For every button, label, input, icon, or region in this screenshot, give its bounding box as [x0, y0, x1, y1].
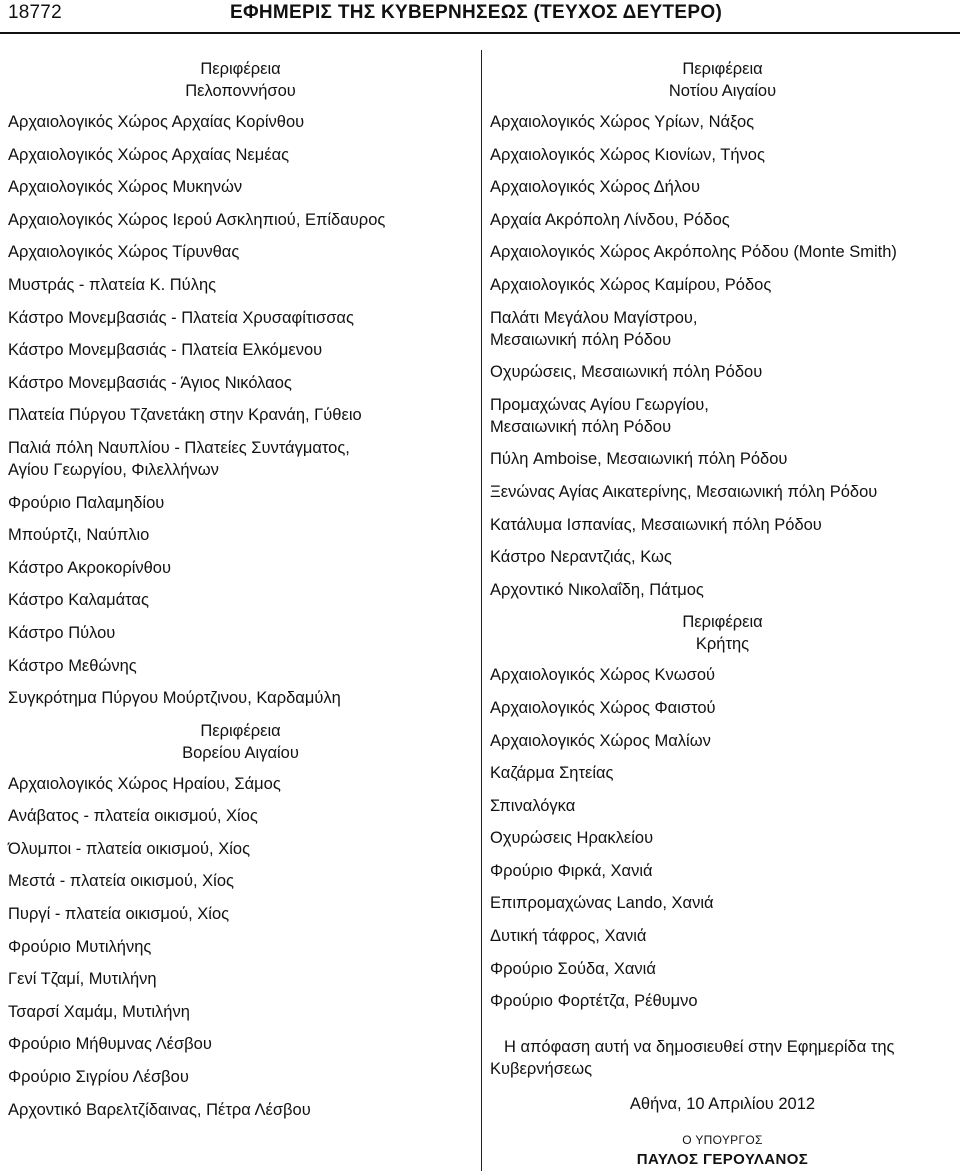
page-number: 18772	[8, 2, 62, 23]
list-item: Γενί Τζαμί, Μυτιλήνη	[8, 970, 157, 989]
list-item: Όλυμποι - πλατεία οικισμού, Χίος	[8, 839, 251, 858]
list-item: Αρχαιολογικός Χώρος Κιονίων, Τήνος	[490, 145, 765, 164]
list-item: Αρχαιολογικός Χώρος Αρχαίας Νεμέας	[8, 145, 290, 164]
list-item: Αρχαιολογικός Χώρος Κνωσού	[490, 666, 716, 685]
signature-date: Αθήνα, 10 Απριλίου 2012	[629, 1095, 816, 1113]
list-item: Φρούριο Παλαμηδίου	[8, 493, 165, 512]
region-label: Περιφέρεια	[682, 613, 763, 632]
region-heading-peloponnese	[8, 58, 473, 102]
region-label: Περιφέρεια	[682, 60, 763, 78]
region-heading-crete	[490, 611, 955, 655]
list-item: Αρχαιολογικός Χώρος Τίρυνθας	[8, 243, 240, 262]
right-column	[490, 58, 955, 1023]
list-item: Ανάβατος - πλατεία οικισμού, Χίος	[8, 807, 258, 826]
list-item: Αρχαιολογικός Χώρος Ηραίου, Σάμος	[8, 774, 281, 793]
list-item: Κάστρο Καλαμάτας	[8, 591, 149, 610]
minister-name: ΠΑΥΛΟΣ ΓΕΡΟΥΛΑΝΟΣ	[636, 1151, 809, 1168]
list-item: Αρχαιολογικός Χώρος Ακρόπολης Ρόδου (Monte Smith)	[490, 243, 897, 262]
region-name: Βορείου Αιγαίου	[182, 743, 299, 762]
list-item: Αρχαιολογικός Χώρος Δήλου	[490, 178, 701, 197]
list-item-line: Μεσαιωνική πόλη Ρόδου	[490, 330, 672, 349]
list-item: Αρχαιολογικός Χώρος Αρχαίας Κορίνθου	[8, 113, 305, 131]
region-label: Περιφέρεια	[200, 721, 281, 740]
list-item: Πυργί - πλατεία οικισμού, Χίος	[8, 905, 230, 924]
list-item: Οχυρώσεις, Μεσαιωνική πόλη Ρόδου	[490, 363, 763, 382]
list-item: Αρχοντικό Νικολαΐδη, Πάτμος	[490, 580, 704, 599]
list-item-line: Προμαχώνας Αγίου Γεωργίου,	[490, 395, 709, 414]
list-item: Κατάλυμα Ισπανίας, Μεσαιωνική πόλη Ρόδου	[490, 515, 822, 534]
list-item: Κάστρο Νεραντζιάς, Κως	[490, 548, 672, 567]
list-item: Κάστρο Μεθώνης	[8, 656, 137, 675]
list-item: Κάστρο Μονεμβασιάς - Πλατεία Χρυσαφίτισσας	[8, 308, 354, 327]
gazette-title: ΕΦΗΜΕΡΙΣ ΤΗΣ ΚΥΒΕΡΝΗΣΕΩΣ (ΤΕΥΧΟΣ ΔΕΥΤΕΡΟ)	[230, 2, 723, 23]
list-item: Κάστρο Ακροκορίνθου	[8, 558, 172, 577]
list-item: Κάστρο Μονεμβασιάς - Άγιος Νικόλαος	[8, 373, 292, 392]
list-item: Φρούριο Σούδα, Χανιά	[490, 959, 656, 978]
list-item: Σπιναλόγκα	[490, 796, 576, 815]
list-item: Αρχαιολογικός Χώρος Μαλίων	[490, 731, 711, 750]
list-item: Αρχοντικό Βαρελτζίδαινας, Πέτρα Λέσβου	[8, 1100, 311, 1119]
list-item-multiline	[490, 394, 955, 438]
list-item: Δυτική τάφρος, Χανιά	[490, 927, 647, 946]
closing-statement	[490, 1036, 955, 1080]
list-item: Πύλη Amboise, Μεσαιωνική πόλη Ρόδου	[490, 450, 788, 469]
list-item: Αρχαιολογικός Χώρος Φαιστού	[490, 698, 716, 717]
list-item: Φρούριο Σιγρίου Λέσβου	[8, 1068, 189, 1087]
list-item: Αρχαία Ακρόπολη Λίνδου, Ρόδος	[490, 210, 730, 229]
list-item-line: Παλάτι Μεγάλου Μαγίστρου,	[490, 308, 698, 327]
publication-order-text: Η απόφαση αυτή να δημοσιευθεί στην Εφημερίδα της Κυβερνήσεως	[490, 1038, 895, 1078]
header-rule	[0, 32, 960, 34]
list-item: Κάστρο Μονεμβασιάς - Πλατεία Ελκόμενου	[8, 341, 323, 360]
list-item-line: Αγίου Γεωργίου, Φιλελλήνων	[8, 460, 219, 479]
region-label: Περιφέρεια	[200, 60, 281, 78]
list-item: Αρχαιολογικός Χώρος Μυκηνών	[8, 178, 243, 197]
region-name: Νοτίου Αιγαίου	[668, 82, 777, 100]
list-item-line: Παλιά πόλη Ναυπλίου - Πλατείες Συντάγματος,	[8, 438, 350, 457]
list-item: Οχυρώσεις Ηρακλείου	[490, 829, 654, 848]
region-name: Κρήτης	[695, 635, 750, 654]
list-item: Φρούριο Φιρκά, Χανιά	[490, 861, 653, 880]
minister-title: Ο ΥΠΟΥΡΓΟΣ	[682, 1133, 763, 1147]
list-item: Μπούρτζι, Ναύπλιο	[8, 526, 150, 545]
list-item: Αρχαιολογικός Χώρος Ιερού Ασκληπιού, Επίδαυρος	[8, 210, 386, 229]
region-heading-north-aegean	[8, 720, 473, 764]
list-item: Επιπρομαχώνας Lando, Χανιά	[490, 894, 714, 913]
region-heading-south-aegean	[490, 58, 955, 102]
list-item: Φρούριο Μυτιλήνης	[8, 937, 152, 956]
list-item: Μυστράς - πλατεία Κ. Πύλης	[8, 275, 217, 294]
column-divider	[481, 50, 482, 1171]
list-item: Αρχαιολογικός Χώρος Καμίρου, Ρόδος	[490, 275, 772, 294]
page-header	[0, 0, 960, 30]
left-column	[8, 58, 473, 1131]
list-item: Κάστρο Πύλου	[8, 623, 116, 642]
list-item: Ξενώνας Αγίας Αικατερίνης, Μεσαιωνική πόλη Ρόδου	[490, 482, 878, 501]
list-item: Καζάρμα Σητείας	[490, 764, 614, 783]
list-item-multiline	[8, 437, 473, 481]
list-item: Τσαρσί Χαμάμ, Μυτιλήνη	[8, 1002, 190, 1021]
list-item: Πλατεία Πύργου Τζανετάκη στην Κρανάη, Γύθειο	[8, 406, 362, 425]
list-item-line: Μεσαιωνική πόλη Ρόδου	[490, 417, 672, 436]
list-item: Συγκρότημα Πύργου Μούρτζινου, Καρδαμύλη	[8, 689, 341, 708]
list-item-multiline	[490, 307, 955, 351]
list-item: Αρχαιολογικός Χώρος Υρίων, Νάξος	[490, 113, 755, 131]
list-item: Φρούριο Φορτέτζα, Ρέθυμνο	[490, 992, 698, 1011]
region-name: Πελοποννήσου	[185, 82, 296, 100]
list-item: Φρούριο Μήθυμνας Λέσβου	[8, 1035, 212, 1054]
list-item: Μεστά - πλατεία οικισμού, Χίος	[8, 872, 234, 891]
